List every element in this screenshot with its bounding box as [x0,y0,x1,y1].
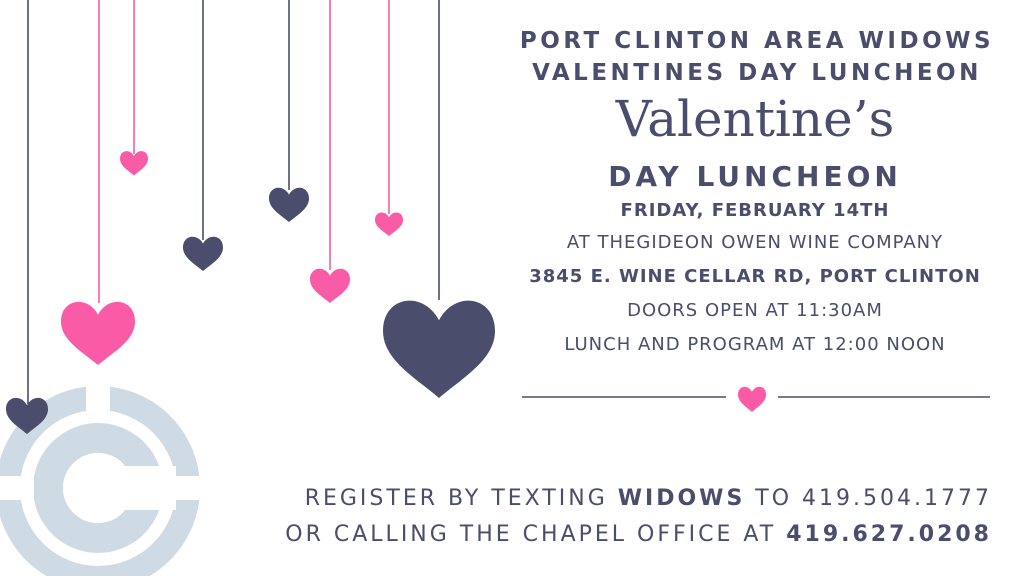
heart-icon [183,237,223,271]
heart-icon [375,213,403,236]
heart-icon [383,301,495,398]
script-title: Valentine’s [615,90,895,148]
event-heading-line2: VALENTINES DAY LUNCHEON [532,60,982,86]
divider-heart-icon [738,387,766,412]
subtitle: DAY LUNCHEON [608,160,902,193]
register-text-prefix: REGISTER BY TEXTING [304,486,618,511]
doors-open-time: DOORS OPEN AT 11:30AM [627,300,883,321]
divider [522,387,990,412]
event-venue: AT THEGIDEON OWEN WINE COMPANY [566,232,944,253]
register-call-line [285,522,992,547]
heart-icon [61,302,135,365]
event-date: FRIDAY, FEBRUARY 14TH [620,200,890,221]
register-call-prefix: OR CALLING THE CHAPEL OFFICE AT [285,522,787,547]
heart-icon [310,269,350,303]
heart-icon [120,151,148,175]
event-heading-line1: PORT CLINTON AREA WIDOWS [519,28,995,54]
heart-icon [269,188,309,222]
lunch-time: LUNCH AND PROGRAM AT 12:00 NOON [564,334,946,355]
event-address: 3845 E. WINE CELLAR RD, PORT CLINTON [529,266,981,287]
text-number: TO 419.504.1777 [745,486,992,511]
text-keyword: WIDOWS [617,486,746,511]
register-text-line [305,486,992,511]
office-phone: 419.627.0208 [786,522,992,547]
